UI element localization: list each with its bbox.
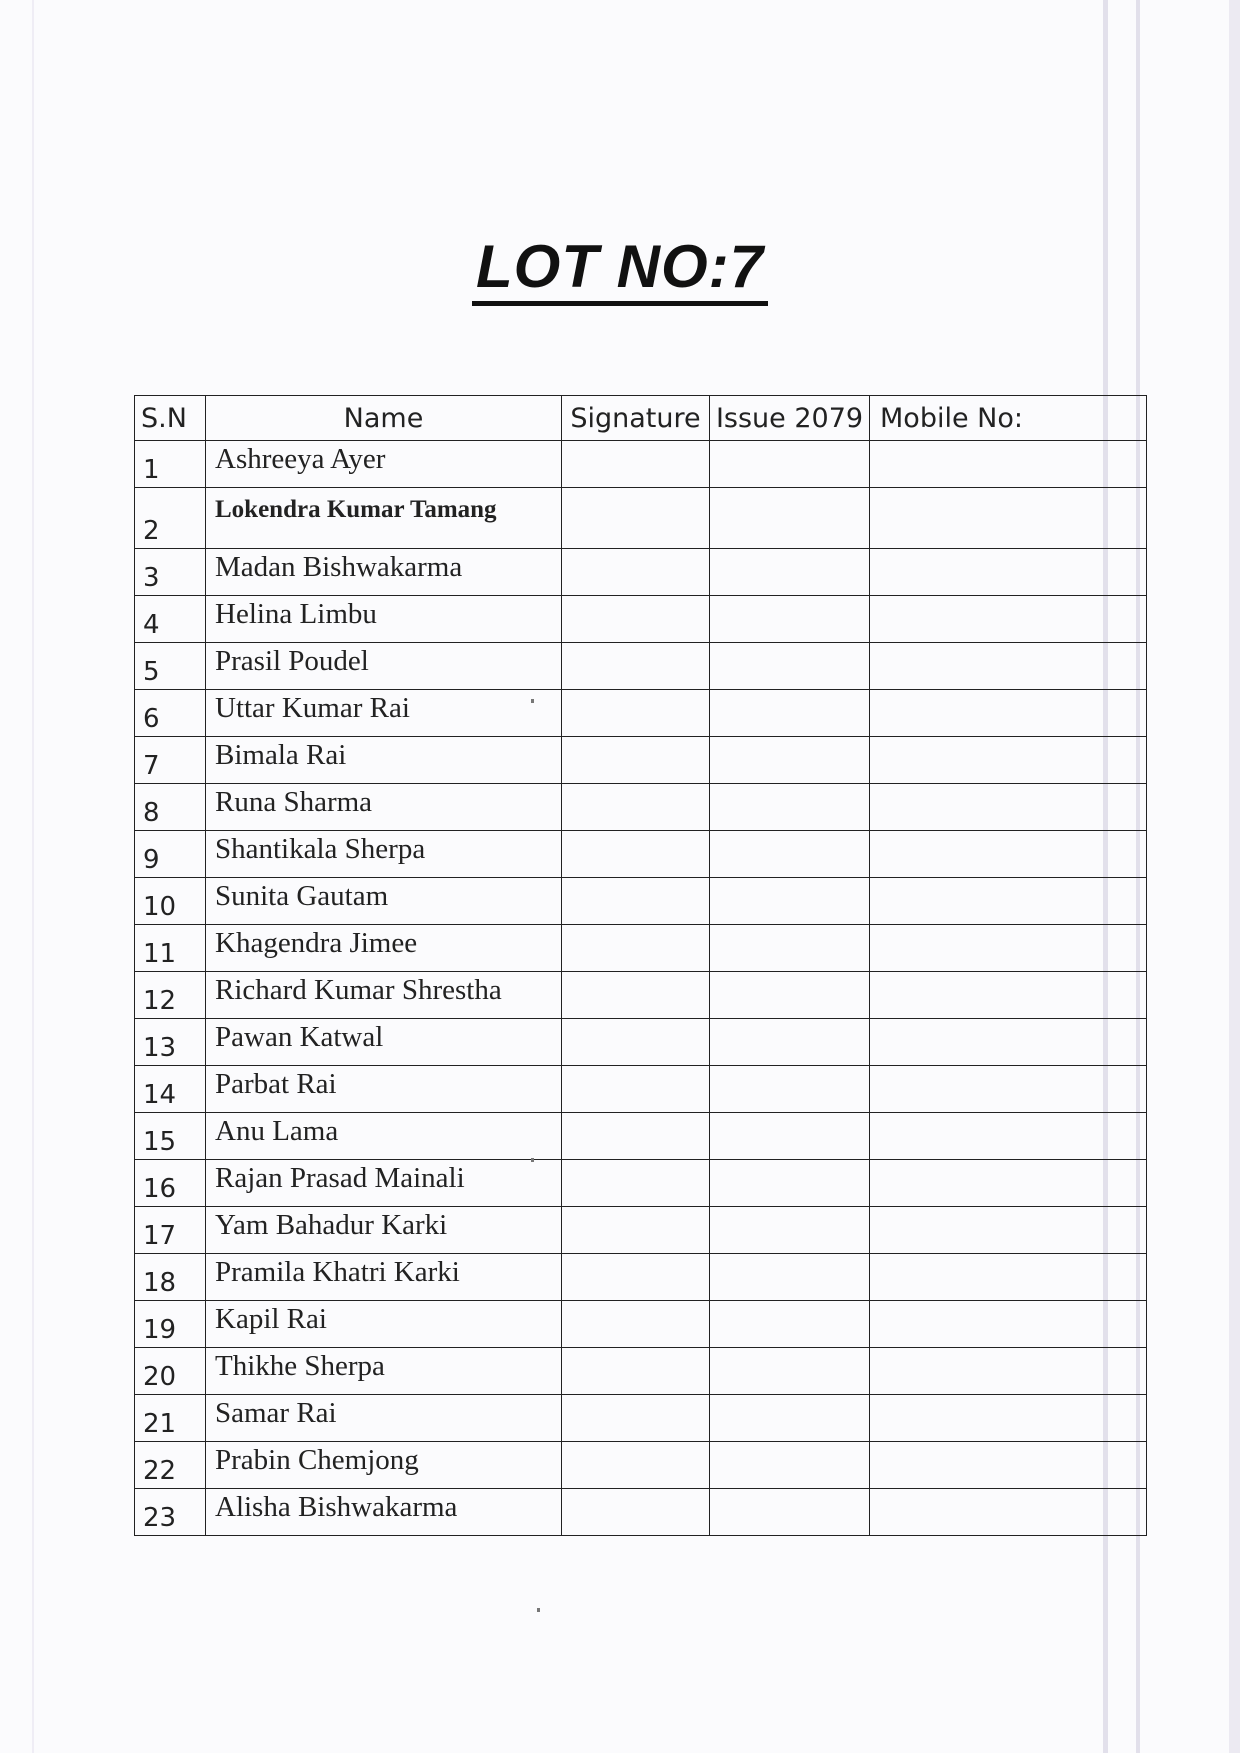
mobile-cell [870, 1348, 1147, 1395]
signature-cell [562, 1113, 710, 1160]
table-row [135, 1019, 1147, 1066]
row-sn: 15 [135, 1113, 206, 1160]
table-row [135, 878, 1147, 925]
row-name: Yam Bahadur Karki [206, 1207, 562, 1254]
table-row [135, 1066, 1147, 1113]
attendance-table [134, 395, 1147, 1536]
row-sn: 1 [135, 441, 206, 488]
row-sn: 10 [135, 878, 206, 925]
signature-cell [562, 690, 710, 737]
signature-cell [562, 972, 710, 1019]
table-row [135, 1113, 1147, 1160]
mobile-cell [870, 878, 1147, 925]
issue-cell [710, 1254, 870, 1301]
mobile-cell [870, 596, 1147, 643]
signature-cell [562, 1066, 710, 1113]
issue-cell [710, 1207, 870, 1254]
mobile-cell [870, 1395, 1147, 1442]
row-name: Pramila Khatri Karki [206, 1254, 562, 1301]
signature-cell [562, 643, 710, 690]
mobile-cell [870, 488, 1147, 549]
signature-cell [562, 1019, 710, 1066]
mobile-cell [870, 643, 1147, 690]
mobile-cell [870, 1160, 1147, 1207]
signature-cell [562, 1395, 710, 1442]
mobile-cell [870, 737, 1147, 784]
row-sn: 17 [135, 1207, 206, 1254]
mobile-cell [870, 1207, 1147, 1254]
header-signature: Signature [562, 396, 710, 441]
row-name: Ashreeya Ayer [206, 441, 562, 488]
header-mobile: Mobile No: [870, 396, 1147, 441]
mobile-cell [870, 972, 1147, 1019]
row-sn: 8 [135, 784, 206, 831]
row-name: Rajan Prasad Mainali [206, 1160, 562, 1207]
row-name: Khagendra Jimee [206, 925, 562, 972]
mobile-cell [870, 1442, 1147, 1489]
row-sn: 20 [135, 1348, 206, 1395]
mobile-cell [870, 1066, 1147, 1113]
signature-cell [562, 1207, 710, 1254]
signature-cell [562, 1348, 710, 1395]
table-row [135, 1442, 1147, 1489]
row-name: Bimala Rai [206, 737, 562, 784]
row-sn: 3 [135, 549, 206, 596]
signature-cell [562, 441, 710, 488]
row-name: Prabin Chemjong [206, 1442, 562, 1489]
table-row [135, 1207, 1147, 1254]
mobile-cell [870, 1019, 1147, 1066]
row-name: Uttar Kumar Rai [206, 690, 562, 737]
signature-cell [562, 1254, 710, 1301]
row-sn: 18 [135, 1254, 206, 1301]
table-row [135, 737, 1147, 784]
row-sn: 21 [135, 1395, 206, 1442]
issue-cell [710, 690, 870, 737]
mobile-cell [870, 1489, 1147, 1536]
issue-cell [710, 1019, 870, 1066]
row-sn: 19 [135, 1301, 206, 1348]
mobile-cell [870, 1301, 1147, 1348]
row-name: Thikhe Sherpa [206, 1348, 562, 1395]
issue-cell [710, 643, 870, 690]
row-sn: 7 [135, 737, 206, 784]
table-row [135, 972, 1147, 1019]
issue-cell [710, 549, 870, 596]
scan-speck [537, 1608, 540, 1612]
issue-cell [710, 1066, 870, 1113]
issue-cell [710, 878, 870, 925]
signature-cell [562, 1489, 710, 1536]
table-row [135, 925, 1147, 972]
issue-cell [710, 784, 870, 831]
row-name: Anu Lama [206, 1113, 562, 1160]
row-name: Prasil Poudel [206, 643, 562, 690]
header-name: Name [206, 396, 562, 441]
mobile-cell [870, 831, 1147, 878]
row-sn: 13 [135, 1019, 206, 1066]
row-sn: 6 [135, 690, 206, 737]
issue-cell [710, 737, 870, 784]
row-sn: 9 [135, 831, 206, 878]
document-title: LOT NO:7 [472, 235, 768, 306]
issue-cell [710, 488, 870, 549]
row-name: Richard Kumar Shrestha [206, 972, 562, 1019]
table-row [135, 596, 1147, 643]
table-row [135, 1348, 1147, 1395]
row-sn: 12 [135, 972, 206, 1019]
row-sn: 4 [135, 596, 206, 643]
issue-cell [710, 831, 870, 878]
scan-speck [531, 699, 534, 703]
signature-cell [562, 831, 710, 878]
scan-speck [531, 1158, 534, 1162]
mobile-cell [870, 1113, 1147, 1160]
row-name: Runa Sharma [206, 784, 562, 831]
signature-cell [562, 784, 710, 831]
signature-cell [562, 1442, 710, 1489]
issue-cell [710, 596, 870, 643]
issue-cell [710, 1442, 870, 1489]
row-sn: 5 [135, 643, 206, 690]
signature-cell [562, 596, 710, 643]
table-row [135, 441, 1147, 488]
signature-cell [562, 488, 710, 549]
issue-cell [710, 1489, 870, 1536]
row-name: Sunita Gautam [206, 878, 562, 925]
document-title-wrap [0, 232, 1240, 306]
signature-cell [562, 878, 710, 925]
mobile-cell [870, 690, 1147, 737]
table-header-row [135, 396, 1147, 441]
row-sn: 14 [135, 1066, 206, 1113]
signature-cell [562, 1160, 710, 1207]
row-sn: 23 [135, 1489, 206, 1536]
table-row [135, 1395, 1147, 1442]
row-name: Pawan Katwal [206, 1019, 562, 1066]
row-name: Helina Limbu [206, 596, 562, 643]
mobile-cell [870, 1254, 1147, 1301]
issue-cell [710, 1113, 870, 1160]
table-row [135, 488, 1147, 549]
issue-cell [710, 925, 870, 972]
signature-cell [562, 737, 710, 784]
row-sn: 22 [135, 1442, 206, 1489]
issue-cell [710, 1301, 870, 1348]
header-sn: S.N [135, 396, 206, 441]
row-name: Parbat Rai [206, 1066, 562, 1113]
row-name: Samar Rai [206, 1395, 562, 1442]
issue-cell [710, 1160, 870, 1207]
table-row [135, 1301, 1147, 1348]
table-row [135, 1160, 1147, 1207]
table-row [135, 1254, 1147, 1301]
table-row [135, 690, 1147, 737]
row-sn: 16 [135, 1160, 206, 1207]
table-row [135, 1489, 1147, 1536]
issue-cell [710, 1395, 870, 1442]
row-sn: 2 [135, 488, 206, 549]
row-name: Lokendra Kumar Tamang [206, 488, 562, 549]
signature-cell [562, 1301, 710, 1348]
row-name: Alisha Bishwakarma [206, 1489, 562, 1536]
row-name: Shantikala Sherpa [206, 831, 562, 878]
header-issue: Issue 2079 [710, 396, 870, 441]
table-row [135, 784, 1147, 831]
signature-cell [562, 925, 710, 972]
mobile-cell [870, 925, 1147, 972]
mobile-cell [870, 784, 1147, 831]
signature-cell [562, 549, 710, 596]
issue-cell [710, 972, 870, 1019]
row-name: Madan Bishwakarma [206, 549, 562, 596]
row-name: Kapil Rai [206, 1301, 562, 1348]
issue-cell [710, 441, 870, 488]
row-sn: 11 [135, 925, 206, 972]
mobile-cell [870, 441, 1147, 488]
table-row [135, 643, 1147, 690]
table-row [135, 831, 1147, 878]
mobile-cell [870, 549, 1147, 596]
issue-cell [710, 1348, 870, 1395]
table-row [135, 549, 1147, 596]
